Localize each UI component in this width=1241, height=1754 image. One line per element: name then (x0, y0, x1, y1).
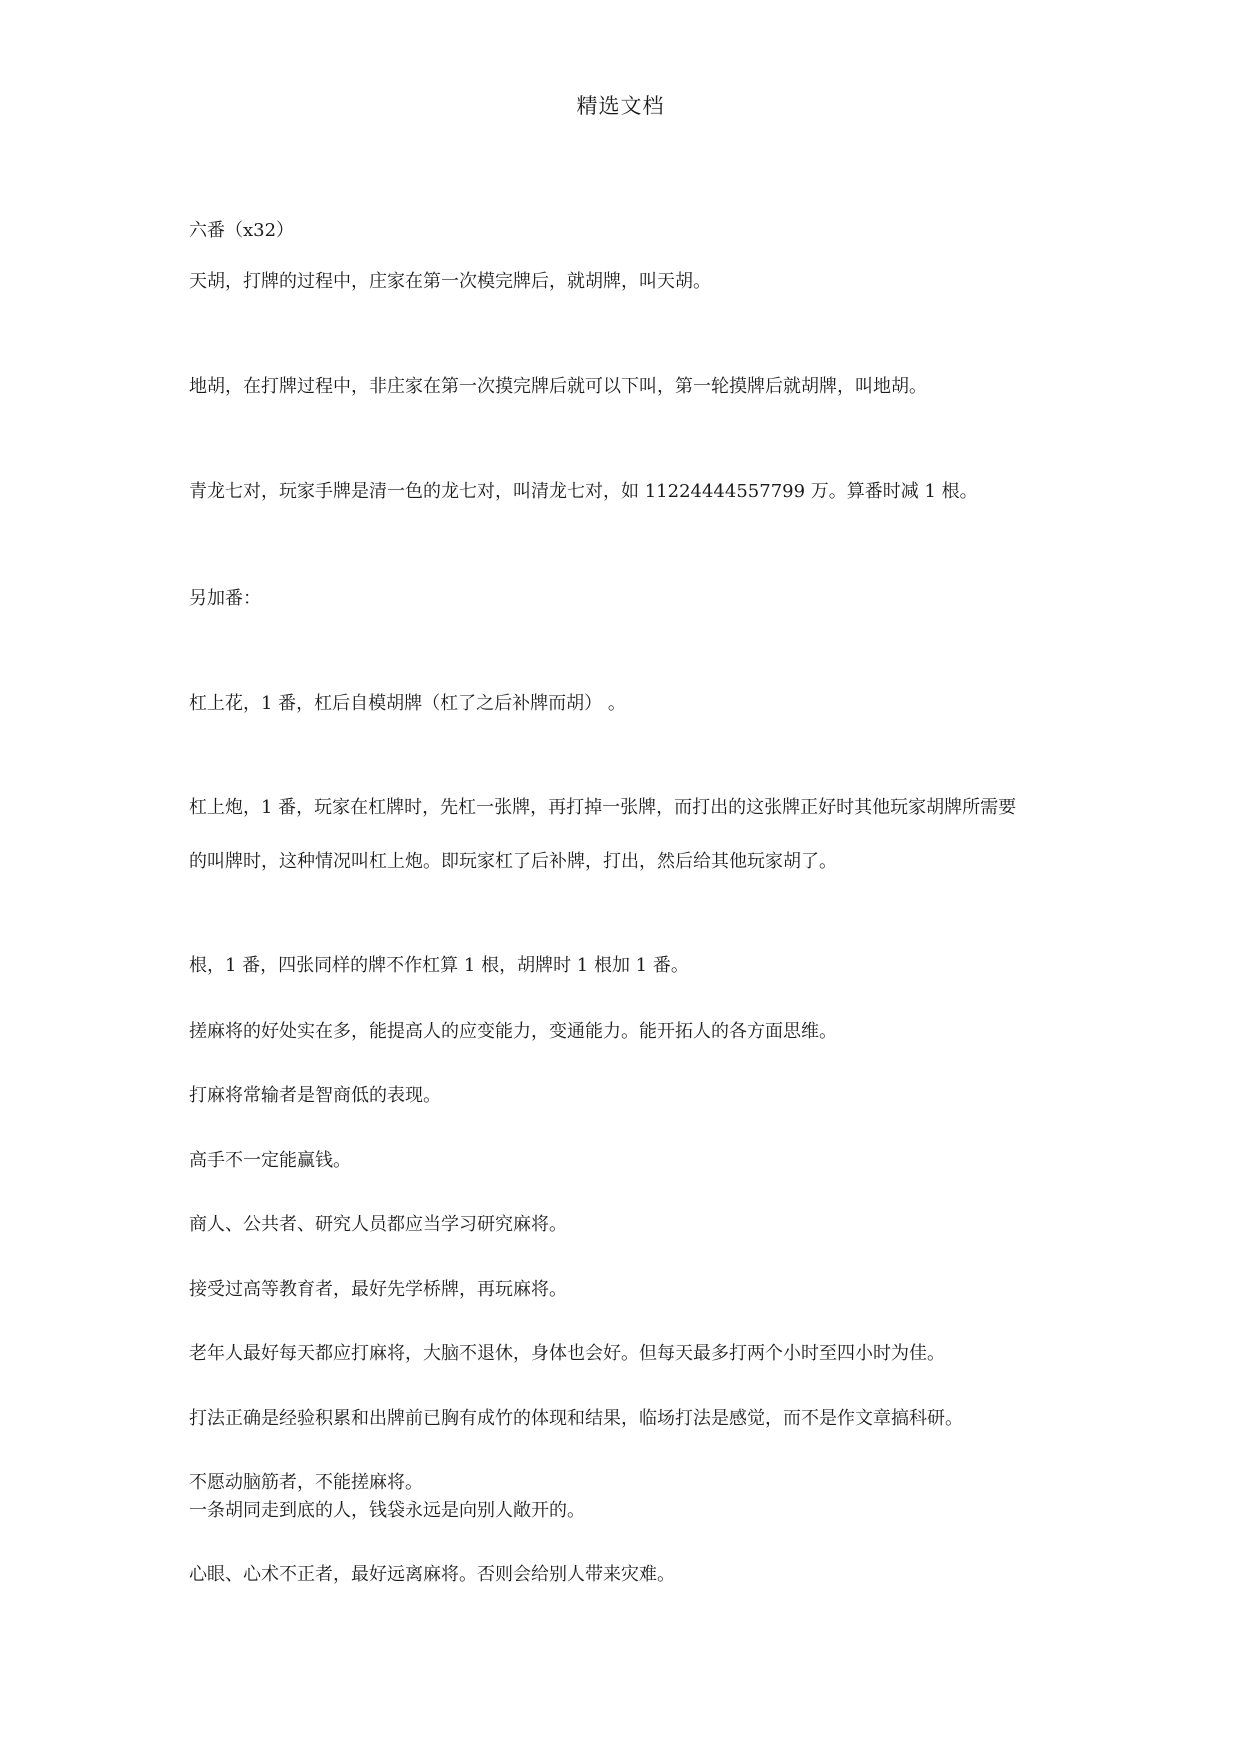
paragraph-stubborn: 一条胡同走到底的人，钱袋永远是向别人敞开的。 (189, 1500, 585, 1521)
paragraph-losers: 打麻将常输者是智商低的表现。 (189, 1085, 441, 1106)
paragraph-gen: 根，1 番，四张同样的牌不作杠算 1 根，胡牌时 1 根加 1 番。 (189, 955, 689, 976)
paragraph-gangshangpao-line1: 杠上炮，1 番，玩家在杠牌时，先杠一张牌，再打掉一张牌，而打出的这张牌正好时其他玩家胡牌所需要 (189, 797, 1017, 818)
paragraph-qinglong-qidui: 青龙七对，玩家手牌是清一色的龙七对，叫清龙七对，如 11224444557799 万。算番时减 1 根。 (189, 481, 978, 502)
paragraph-elderly: 老年人最好每天都应打麻将，大脑不退休，身体也会好。但每天最多打两个小时至四小时为佳。 (189, 1343, 945, 1364)
page-header: 精选文档 (576, 94, 665, 118)
paragraph-gangshanghua: 杠上花，1 番，杠后自模胡牌（杠了之后补牌而胡） 。 (189, 693, 626, 714)
paragraph-dishonest: 心眼、心术不正者，最好远离麻将。否则会给别人带来灾难。 (189, 1564, 675, 1585)
paragraph-education: 接受过高等教育者，最好先学桥牌，再玩麻将。 (189, 1279, 567, 1300)
paragraph-study: 商人、公共者、研究人员都应当学习研究麻将。 (189, 1214, 567, 1235)
paragraph-dihu: 地胡，在打牌过程中，非庄家在第一次摸完牌后就可以下叫，第一轮摸牌后就胡牌，叫地胡。 (189, 376, 927, 397)
section-heading-six-fan: 六番（x32） (189, 220, 295, 241)
paragraph-experts: 高手不一定能赢钱。 (189, 1150, 351, 1171)
paragraph-strategy: 打法正确是经验积累和出牌前已胸有成竹的体现和结果，临场打法是感觉，而不是作文章搞科研。 (189, 1408, 963, 1429)
paragraph-tianhu: 天胡，打牌的过程中，庄家在第一次模完牌后，就胡牌，叫天胡。 (189, 271, 711, 292)
section-heading-extra-fan: 另加番： (189, 588, 261, 609)
paragraph-gangshangpao-line2: 的叫牌时，这种情况叫杠上炮。即玩家杠了后补牌，打出，然后给其他玩家胡了。 (189, 851, 837, 872)
paragraph-no-thinking: 不愿动脑筋者，不能搓麻将。 (189, 1472, 423, 1493)
paragraph-benefits: 搓麻将的好处实在多，能提高人的应变能力，变通能力。能开拓人的各方面思维。 (189, 1021, 837, 1042)
